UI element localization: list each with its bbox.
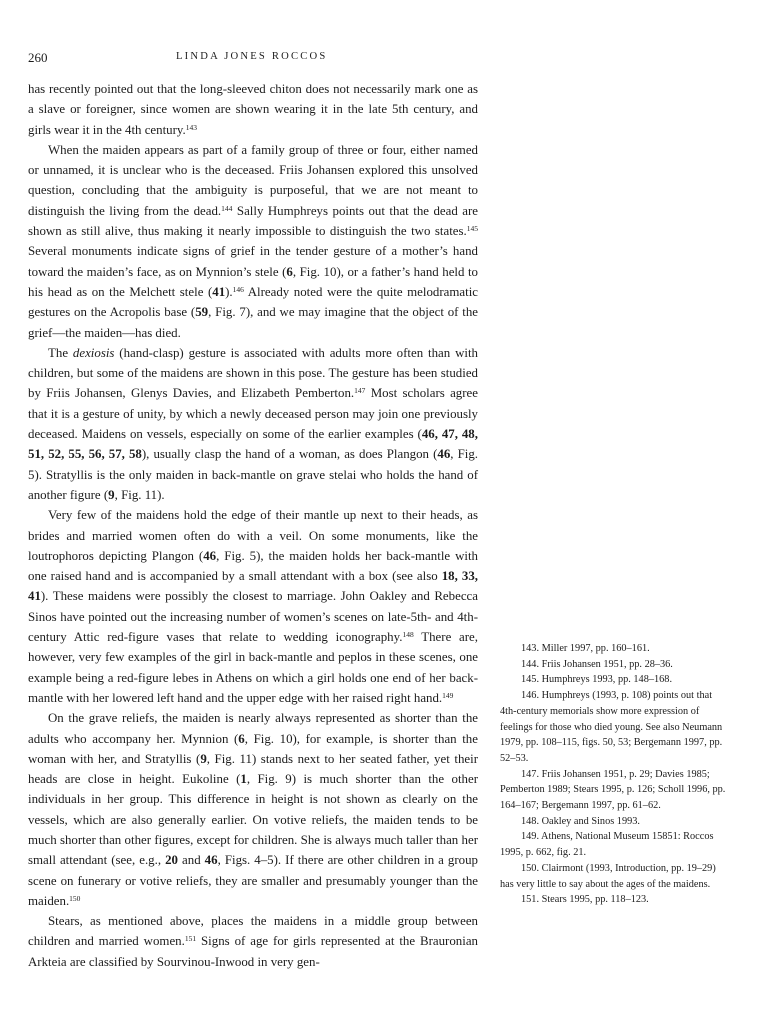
footnote-ref[interactable]: 150: [69, 893, 81, 903]
paragraph-2: When the maiden appears as part of a family group of three or four, either named or unnamed, it is unclear who is the deceased. Friis Johansen explored this unsolved question, concluding that the ambiguity is purposeful, that we are not meant to distinguish the living from the dead.$^{144}$ Sally Humphreys points out that the dead are shown as still alive, thus making it nearly impossible to distinguish the two states.$^{145}$ Several monuments indicate signs of grief in the tender gesture of a mother’s hand toward the maiden’s face, as on Mynnion’s stele (6, Fig. 10), or a father’s hand held to his head as on the Melchett stele (41).$^{146}$ Already noted were the quite melodramatic gestures on the Acropolis base (59, Fig. 7), and we may imagine that the object of the grief—the maiden—has died.: [28, 142, 479, 340]
footnote: 148. Oakley and Sinos 1993.: [521, 815, 640, 827]
catalog-ref: 41: [212, 284, 226, 299]
footnote-ref[interactable]: 148: [402, 630, 414, 640]
catalog-ref: 9: [200, 751, 207, 766]
paragraph-4: Very few of the maidens hold the edge of their mantle up next to their heads, as brides and married women often do with a veil. On some monuments, like the loutrophoros depicting Plangon (46, Fig. 5), the maiden holds her back-mantle with one raised hand and is accompanied by a small attendant with a box (see also 18, 33, 41). These maidens were possibly the closest to marriage. John Oakley and Rebecca Sinos have pointed out the increasing number of women’s scenes on late-5th- and 4th-century Attic red-figure vases that relate to wedding iconography.$^{148}$ There are, however, very few examples of the girl in back-mantle and peplos in these scenes, one example being a red-figure lebes in Athens on which a girl holds one end of her back-mantle with her lowered left hand and the upper edge with her raised right hand.$^{149}$: [28, 508, 479, 705]
catalog-ref: 9: [108, 487, 115, 502]
footnote-ref[interactable]: 149: [442, 690, 454, 700]
footnote: 146. Humphreys (1993, p. 108) points out that 4th-century memorials show more expression of feelings for those who died young. See also Neumann 1979, pp. 108–115, figs. 50, 53; Bergemann 1997, pp. 52–53.: [500, 690, 723, 764]
catalog-ref: 1: [240, 772, 247, 787]
catalog-ref: 6: [238, 731, 245, 746]
paragraph-3: The dexiosis (hand-clasp) gesture is associated with adults more often than with children, but some of the maidens are shown in this pose. The gesture has been studied by Friis Johansen, Glenys Davies, and Elizabeth Pemberton.$^{147}$ Most scholars agree that it is a gesture of unity, by which a newly deceased person may join one previously deceased. Maidens on vessels, especially on some of the earlier examples (46, 47, 48, 51, 52, 55, 56, 57, 58), usually clasp the hand of a woman, as does Plangon (46, Fig. 5). Stratyllis is the only maiden in back-mantle on grave stelai who holds the hand of another figure (9, Fig. 11).: [28, 345, 478, 502]
paragraph-1: has recently pointed out that the long-sleeved chiton does not necessarily mark one as a slave or foreigner, since women are shown wearing it in the late 5th century, and girls wear it in the 4th century.$^{143}$: [28, 82, 478, 137]
footnote: 143. Miller 1997, pp. 160–161.: [521, 643, 650, 654]
catalog-ref: 46, 47, 48, 51, 52, 55, 56, 57, 58: [28, 427, 478, 462]
catalog-ref: 46: [204, 853, 218, 868]
running-head: LINDA JONES ROCCOS: [176, 51, 328, 62]
main-text: [28, 79, 478, 972]
footnote: 150. Clairmont (1993, Introduction, pp. 19–29) has very little to say about the ages of the maidens.: [500, 862, 716, 890]
footnote-ref[interactable]: 151: [184, 934, 197, 944]
greek-term: dexiosis: [72, 345, 115, 360]
page-number: 260: [28, 50, 48, 65]
catalog-ref: 18, 33, 41: [28, 569, 478, 604]
footnote-ref[interactable]: 144: [221, 203, 233, 213]
footnote-ref[interactable]: 145: [466, 224, 478, 234]
catalog-ref: 20: [165, 853, 178, 868]
footnote: 151. Stears 1995, pp. 118–123.: [521, 894, 649, 906]
footnote-ref[interactable]: 143: [185, 122, 197, 132]
footnote-ref[interactable]: 146: [232, 284, 244, 294]
footnote-ref[interactable]: 147: [354, 386, 366, 396]
page-header: [28, 50, 478, 70]
catalog-ref: 46: [437, 447, 451, 462]
footnote: 144. Friis Johansen 1951, pp. 28–36.: [521, 658, 673, 670]
footnotes-column: [500, 641, 730, 908]
footnote: 145. Humphreys 1993, pp. 148–168.: [521, 674, 673, 686]
paragraph-5: On the grave reliefs, the maiden is nearly always represented as shorter than the adults who accompany her. Mynnion (6, Fig. 10), for example, is shorter than the woman with her, and Stratyllis (9, Fig. 11) stands next to her seated father, yet their heads are close in height. Eukoline (1, Fig. 9) is much shorter than the other individuals in her group. This difference in height is not shown as clearly on the vessels, which are also generally earlier. On votive reliefs, the maiden tends to be much shorter than other figures, except for children. She is always much taller than her small attendant (see, e.g., 20 and 46, Figs. 4–5). If there are other children in a group scene on funerary or votive reliefs, they are smaller and presumably younger than the maiden.$^{150}$: [28, 711, 478, 908]
footnote: 149. Athens, National Museum 15851: Roccos 1995, p. 662, fig. 21.: [500, 831, 714, 859]
catalog-ref: 59: [195, 305, 209, 320]
catalog-ref: 46: [203, 548, 217, 563]
paragraph-6: Stears, as mentioned above, places the maidens in a middle group between children and married women.$^{151}$ Signs of age for girls represented at the Brauronian Arkteia are classified by Sourvinou-Inwood in very gen-: [28, 914, 478, 969]
footnote: 147. Friis Johansen 1951, p. 29; Davies 1985; Pemberton 1989; Stears 1995, p. 126; Scholl 1996, pp. 164–167; Bergemann 1997, pp. 61–62.: [500, 768, 726, 812]
catalog-ref: 6: [286, 264, 293, 279]
